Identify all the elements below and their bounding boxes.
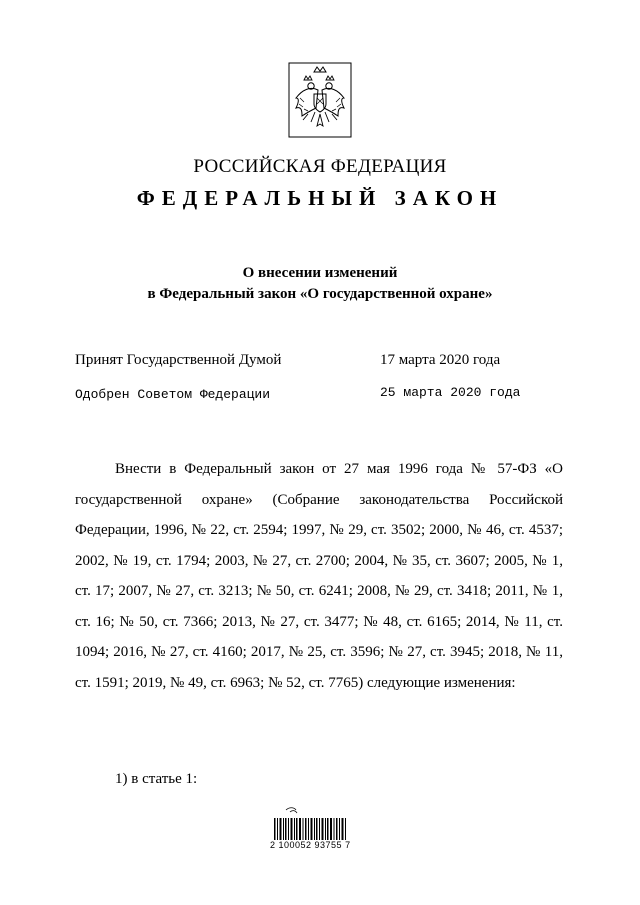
council-approval-date: 25 марта 2020 года <box>380 385 521 400</box>
item-1: 1) в статье 1: <box>115 771 198 787</box>
council-approval-label: Одобрен Советом Федерации <box>75 387 271 402</box>
law-body <box>75 454 563 698</box>
law-type-heading: ФЕДЕРАЛЬНЫЙ ЗАКОН <box>136 186 504 210</box>
law-title-line-1: О внесении изменений <box>242 265 398 281</box>
country-heading: РОССИЙСКАЯ ФЕДЕРАЦИЯ <box>193 156 447 177</box>
law-title-line-2: в Федеральный закон «О государственной охране» <box>147 286 493 302</box>
law-title <box>0 263 640 305</box>
duma-adoption-label: Принят Государственной Думой <box>75 352 282 368</box>
duma-adoption-date: 17 марта 2020 года <box>380 352 501 368</box>
barcode-number: 2 100052 93755 7 <box>270 840 351 850</box>
amendment-paragraph: Внести в Федеральный закон от 27 мая 1996 года № 57-ФЗ «О государственной охране» (Собрание законодательства Российской Федерации, 1996, № 22, ст. 2594; 1997, № 29, ст. 3502; 2000, № 46, ст. 4537; 2002, № 19, ст. 1794; 2003, № 27, ст. 2700; 2004, № 35, ст. 3607; 2005, № 1, ст. 17; 2007, № 27, ст. 3213; № 50, ст. 6241; 2008, № 29, ст. 3418; 2011, № 1, ст. 16; № 50, ст. 7366; 2013, № 27, ст. 3477; № 48, ст. 6165; 2014, № 11, ст. 1094; 2016, № 27, ст. 4160; 2017, № 25, ст. 3596; № 27, ст. 3945; 2018, № 11, ст. 1591; 2019, № 49, ст. 6963; № 52, ст. 7765) следующие изменения: <box>75 461 563 691</box>
coat-of-arms-icon <box>288 62 352 138</box>
barcode-icon <box>272 806 350 864</box>
